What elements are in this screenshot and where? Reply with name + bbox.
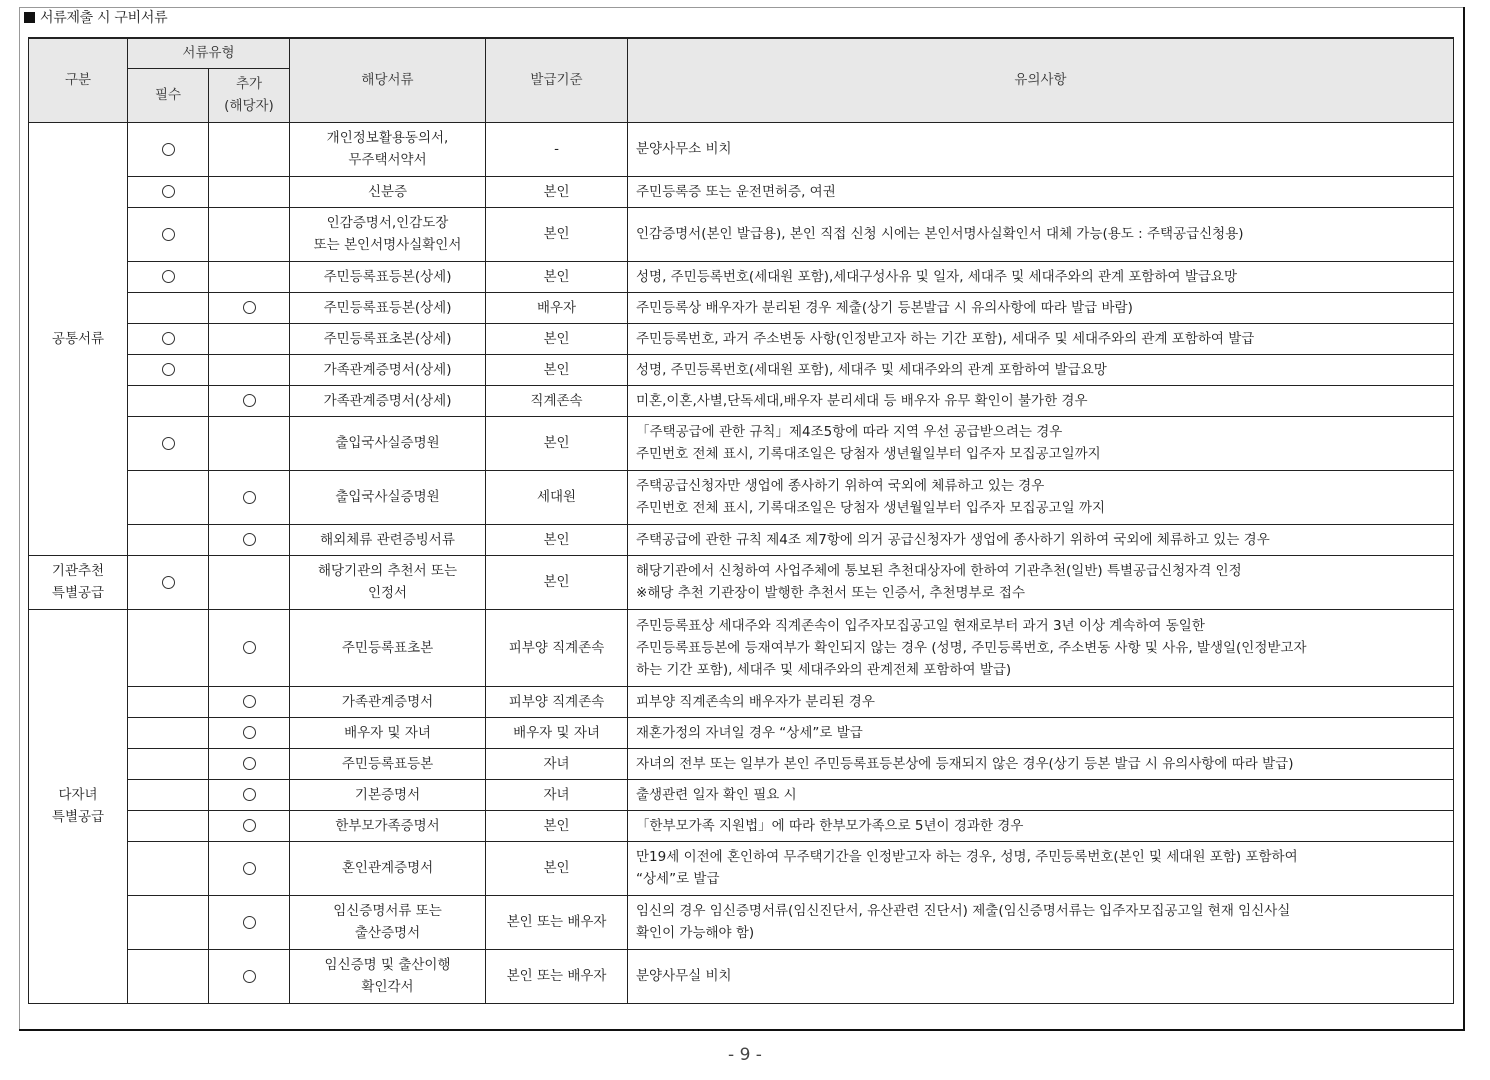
table-row	[29, 717, 1454, 748]
header-required: 필수	[128, 68, 209, 122]
additional-mark-cell	[209, 385, 290, 416]
category-cell: 기관추천 특별공급	[29, 555, 128, 609]
additional-mark-cell	[209, 686, 290, 717]
issue-basis-cell: 배우자 및 자녀	[486, 717, 628, 748]
document-name-cell: 개인정보활용동의서, 무주택서약서	[290, 122, 486, 176]
circle-mark-icon	[243, 641, 256, 654]
additional-mark-cell	[209, 176, 290, 207]
document-name-cell: 출입국사실증명원	[290, 416, 486, 470]
additional-mark-cell	[209, 779, 290, 810]
document-name-cell: 가족관계증명서	[290, 686, 486, 717]
additional-mark-cell	[209, 292, 290, 323]
document-name-cell: 기본증명서	[290, 779, 486, 810]
additional-mark-cell	[209, 470, 290, 524]
circle-mark-icon	[162, 363, 175, 376]
document-name-cell: 한부모가족증명서	[290, 810, 486, 841]
issue-basis-cell: 본인	[486, 555, 628, 609]
header-category: 구분	[29, 38, 128, 122]
table-row	[29, 122, 1454, 176]
notes-cell: 재혼가정의 자녀일 경우 “상세”로 발급	[628, 717, 1454, 748]
required-mark-cell	[128, 416, 209, 470]
required-mark-cell	[128, 354, 209, 385]
section-title	[24, 9, 167, 27]
issue-basis-cell: 본인	[486, 323, 628, 354]
issue-basis-cell: 본인	[486, 416, 628, 470]
header-additional: 추가 (해당자)	[209, 68, 290, 122]
document-name-cell: 혼인관계증명서	[290, 841, 486, 895]
circle-mark-icon	[243, 533, 256, 546]
required-mark-cell	[128, 261, 209, 292]
notes-cell: 해당기관에서 신청하여 사업주체에 통보된 추천대상자에 한하여 기관추천(일반) 특별공급신청자격 인정 ※해당 추천 기관장이 발행한 추천서 또는 인증서, 추천명부로 접수	[628, 555, 1454, 609]
issue-basis-cell: 본인 또는 배우자	[486, 949, 628, 1003]
circle-mark-icon	[162, 185, 175, 198]
required-mark-cell	[128, 810, 209, 841]
required-mark-cell	[128, 748, 209, 779]
section-title-text: 서류제출 시 구비서류	[40, 10, 168, 26]
circle-mark-icon	[243, 970, 256, 983]
additional-mark-cell	[209, 895, 290, 949]
document-name-cell: 해외체류 관련증빙서류	[290, 524, 486, 555]
circle-mark-icon	[243, 491, 256, 504]
issue-basis-cell: 피부양 직계존속	[486, 686, 628, 717]
additional-mark-cell	[209, 524, 290, 555]
notes-cell: 성명, 주민등록번호(세대원 포함), 세대주 및 세대주와의 관계 포함하여 발급요망	[628, 354, 1454, 385]
table-row	[29, 810, 1454, 841]
notes-cell: 주민등록표상 세대주와 직계존속이 입주자모집공고일 현재로부터 과거 3년 이상 계속하여 동일한 주민등록표등본에 등재여부가 확인되지 않는 경우 (성명, 주민등록번호, 주소변동 사항 및 사유, 발생일(인정받고자 하는 기간 포함), 세대주 및 세대주와의 관계전체 포함하여 발급)	[628, 609, 1454, 686]
table-row	[29, 841, 1454, 895]
circle-mark-icon	[162, 437, 175, 450]
document-name-cell: 가족관계증명서(상세)	[290, 354, 486, 385]
required-documents-table	[28, 37, 1454, 1004]
table-row	[29, 385, 1454, 416]
additional-mark-cell	[209, 748, 290, 779]
issue-basis-cell: 자녀	[486, 779, 628, 810]
additional-mark-cell	[209, 416, 290, 470]
additional-mark-cell	[209, 949, 290, 1003]
required-mark-cell	[128, 524, 209, 555]
additional-mark-cell	[209, 207, 290, 261]
circle-mark-icon	[243, 819, 256, 832]
category-cell: 공통서류	[29, 122, 128, 555]
table-row	[29, 354, 1454, 385]
notes-cell: 분양사무실 비치	[628, 949, 1454, 1003]
table-row	[29, 609, 1454, 686]
required-mark-cell	[128, 470, 209, 524]
circle-mark-icon	[243, 726, 256, 739]
required-mark-cell	[128, 323, 209, 354]
table-row	[29, 207, 1454, 261]
notes-cell: 임신의 경우 임신증명서류(임신진단서, 유산관련 진단서) 제출(임신증명서류는 입주자모집공고일 현재 임신사실 확인이 가능해야 함)	[628, 895, 1454, 949]
document-name-cell: 해당기관의 추천서 또는 인정서	[290, 555, 486, 609]
document-name-cell: 주민등록표등본(상세)	[290, 261, 486, 292]
table-row	[29, 895, 1454, 949]
document-name-cell: 인감증명서,인감도장 또는 본인서명사실확인서	[290, 207, 486, 261]
document-name-cell: 임신증명 및 출산이행 확인각서	[290, 949, 486, 1003]
table-row	[29, 261, 1454, 292]
table-row	[29, 949, 1454, 1003]
table-row	[29, 470, 1454, 524]
document-name-cell: 신분증	[290, 176, 486, 207]
notes-cell: 만19세 이전에 혼인하여 무주택기간을 인정받고자 하는 경우, 성명, 주민등록번호(본인 및 세대원 포함) 포함하여 “상세”로 발급	[628, 841, 1454, 895]
additional-mark-cell	[209, 717, 290, 748]
circle-mark-icon	[243, 394, 256, 407]
required-mark-cell	[128, 717, 209, 748]
table-row	[29, 686, 1454, 717]
table-row	[29, 416, 1454, 470]
notes-cell: 주택공급신청자만 생업에 종사하기 위하여 국외에 체류하고 있는 경우 주민번호 전체 표시, 기록대조일은 당첨자 생년월일부터 입주자 모집공고일 까지	[628, 470, 1454, 524]
table-row	[29, 176, 1454, 207]
issue-basis-cell: 본인	[486, 524, 628, 555]
additional-mark-cell	[209, 555, 290, 609]
circle-mark-icon	[243, 695, 256, 708]
additional-mark-cell	[209, 323, 290, 354]
notes-cell: 주민등록번호, 과거 주소변동 사항(인정받고자 하는 기간 포함), 세대주 및 세대주와의 관계 포함하여 발급	[628, 323, 1454, 354]
issue-basis-cell: 배우자	[486, 292, 628, 323]
document-name-cell: 주민등록표초본	[290, 609, 486, 686]
table-row	[29, 323, 1454, 354]
issue-basis-cell: 피부양 직계존속	[486, 609, 628, 686]
issue-basis-cell: 본인	[486, 354, 628, 385]
issue-basis-cell: 본인	[486, 841, 628, 895]
document-name-cell: 가족관계증명서(상세)	[290, 385, 486, 416]
header-document: 해당서류	[290, 38, 486, 122]
circle-mark-icon	[162, 576, 175, 589]
circle-mark-icon	[162, 228, 175, 241]
notes-cell: 피부양 직계존속의 배우자가 분리된 경우	[628, 686, 1454, 717]
circle-mark-icon	[243, 862, 256, 875]
page-number: - 9 -	[728, 1045, 762, 1065]
additional-mark-cell	[209, 609, 290, 686]
notes-cell: 분양사무소 비치	[628, 122, 1454, 176]
table-row	[29, 748, 1454, 779]
required-mark-cell	[128, 385, 209, 416]
additional-mark-cell	[209, 841, 290, 895]
required-mark-cell	[128, 895, 209, 949]
table-row	[29, 555, 1454, 609]
additional-mark-cell	[209, 354, 290, 385]
header-doc-type: 서류유형	[128, 38, 290, 68]
document-name-cell: 출입국사실증명원	[290, 470, 486, 524]
circle-mark-icon	[162, 143, 175, 156]
required-mark-cell	[128, 841, 209, 895]
additional-mark-cell	[209, 810, 290, 841]
notes-cell: 「주택공급에 관한 규칙」제4조5항에 따라 지역 우선 공급받으려는 경우 주민번호 전체 표시, 기록대조일은 당첨자 생년월일부터 입주자 모집공고일까지	[628, 416, 1454, 470]
notes-cell: 인감증명서(본인 발급용), 본인 직접 신청 시에는 본인서명사실확인서 대체 가능(용도 : 주택공급신청용)	[628, 207, 1454, 261]
circle-mark-icon	[162, 270, 175, 283]
notes-cell: 주민등록증 또는 운전면허증, 여권	[628, 176, 1454, 207]
issue-basis-cell: 본인	[486, 207, 628, 261]
additional-mark-cell	[209, 261, 290, 292]
issue-basis-cell: 본인	[486, 810, 628, 841]
notes-cell: 주민등록상 배우자가 분리된 경우 제출(상기 등본발급 시 유의사항에 따라 발급 바람)	[628, 292, 1454, 323]
category-cell: 다자녀 특별공급	[29, 609, 128, 1003]
required-mark-cell	[128, 207, 209, 261]
issue-basis-cell: 본인 또는 배우자	[486, 895, 628, 949]
table-row	[29, 292, 1454, 323]
required-mark-cell	[128, 949, 209, 1003]
circle-mark-icon	[162, 332, 175, 345]
document-name-cell: 주민등록표초본(상세)	[290, 323, 486, 354]
document-name-cell: 주민등록표등본	[290, 748, 486, 779]
circle-mark-icon	[243, 757, 256, 770]
notes-cell: 출생관련 일자 확인 필요 시	[628, 779, 1454, 810]
issue-basis-cell: 본인	[486, 176, 628, 207]
header-notes: 유의사항	[628, 38, 1454, 122]
required-mark-cell	[128, 686, 209, 717]
notes-cell: 미혼,이혼,사별,단독세대,배우자 분리세대 등 배우자 유무 확인이 불가한 경우	[628, 385, 1454, 416]
required-mark-cell	[128, 609, 209, 686]
required-mark-cell	[128, 292, 209, 323]
document-name-cell: 임신증명서류 또는 출산증명서	[290, 895, 486, 949]
additional-mark-cell	[209, 122, 290, 176]
table-row	[29, 524, 1454, 555]
document-name-cell: 주민등록표등본(상세)	[290, 292, 486, 323]
required-mark-cell	[128, 779, 209, 810]
notes-cell: 자녀의 전부 또는 일부가 본인 주민등록표등본상에 등재되지 않은 경우(상기 등본 발급 시 유의사항에 따라 발급)	[628, 748, 1454, 779]
circle-mark-icon	[243, 301, 256, 314]
issue-basis-cell: -	[486, 122, 628, 176]
issue-basis-cell: 본인	[486, 261, 628, 292]
issue-basis-cell: 세대원	[486, 470, 628, 524]
issue-basis-cell: 자녀	[486, 748, 628, 779]
table-row	[29, 779, 1454, 810]
issue-basis-cell: 직계존속	[486, 385, 628, 416]
required-mark-cell	[128, 555, 209, 609]
black-square-icon	[24, 12, 35, 23]
required-mark-cell	[128, 176, 209, 207]
circle-mark-icon	[243, 788, 256, 801]
notes-cell: 성명, 주민등록번호(세대원 포함),세대구성사유 및 일자, 세대주 및 세대주와의 관계 포함하여 발급요망	[628, 261, 1454, 292]
header-issue-basis: 발급기준	[486, 38, 628, 122]
required-mark-cell	[128, 122, 209, 176]
circle-mark-icon	[243, 916, 256, 929]
notes-cell: 주택공급에 관한 규칙 제4조 제7항에 의거 공급신청자가 생업에 종사하기 위하여 국외에 체류하고 있는 경우	[628, 524, 1454, 555]
notes-cell: 「한부모가족 지원법」에 따라 한부모가족으로 5년이 경과한 경우	[628, 810, 1454, 841]
document-name-cell: 배우자 및 자녀	[290, 717, 486, 748]
